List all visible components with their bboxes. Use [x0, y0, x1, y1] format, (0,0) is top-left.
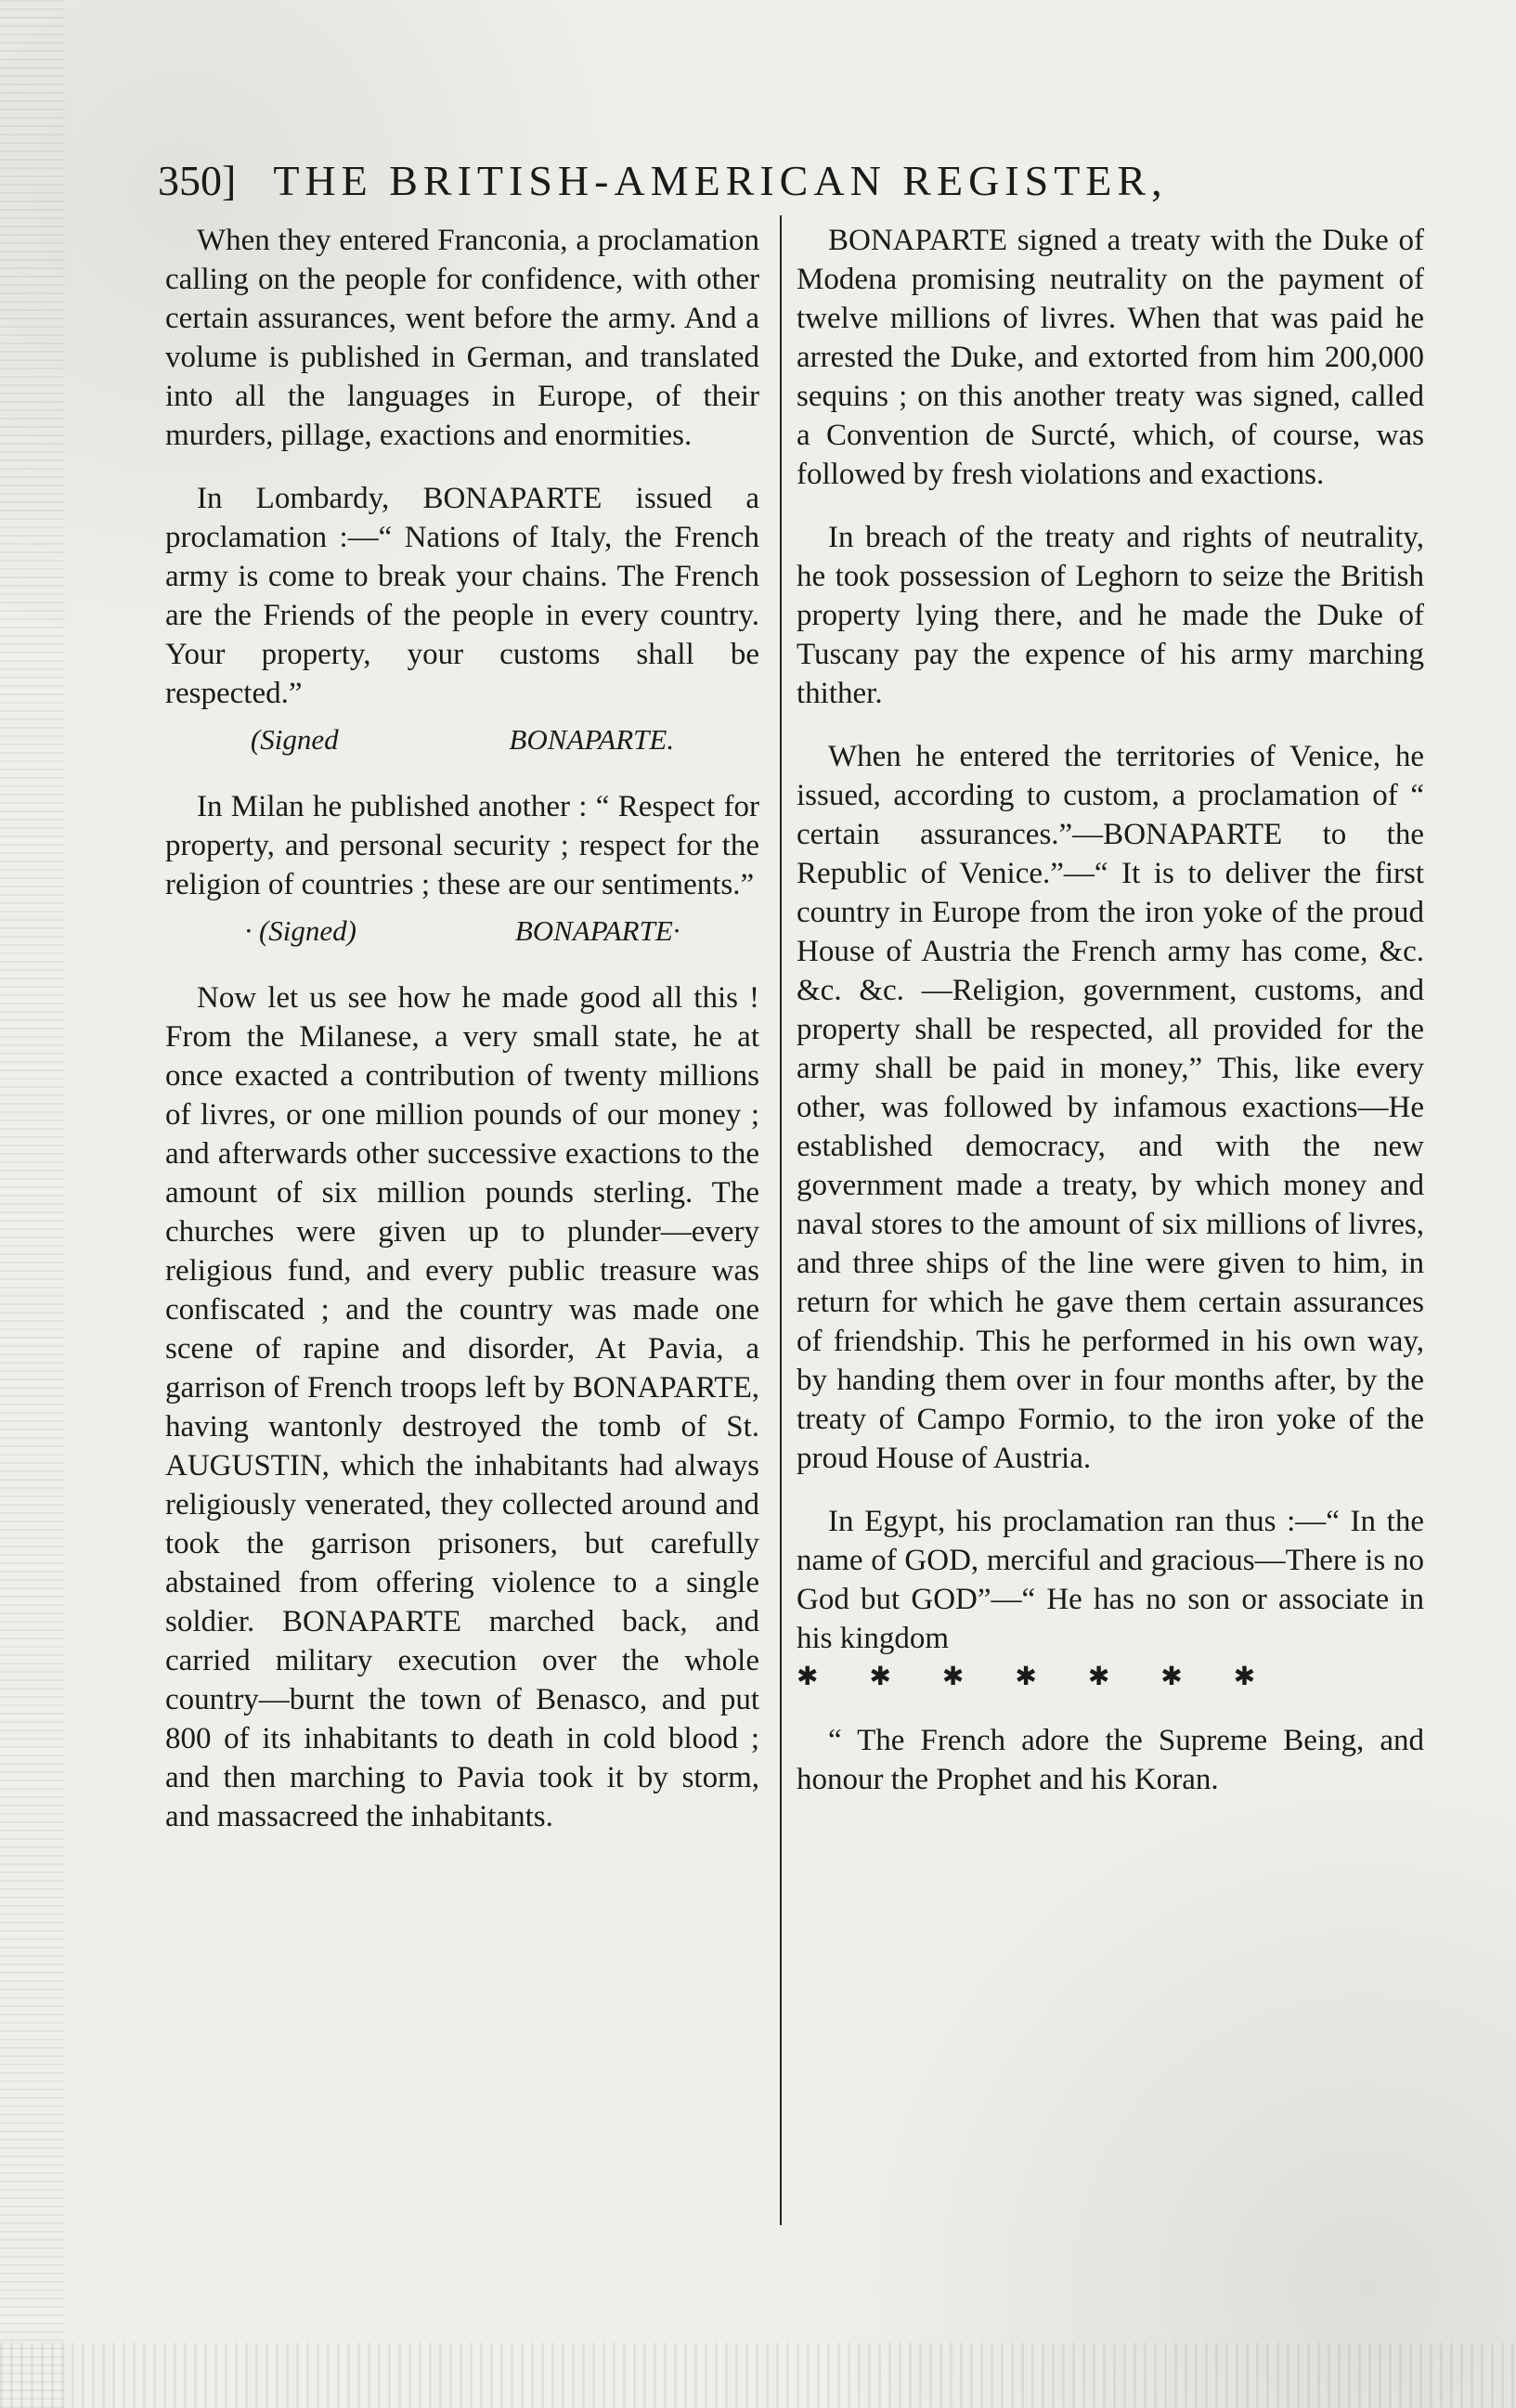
running-header	[158, 156, 1439, 205]
page-number: 350]	[158, 157, 237, 204]
paragraph-modena: BONAPARTE signed a treaty with the Duke of Modena promising neutrality on the payment of twelve millions of livres. When that was paid he arrested the Duke, and extorted from him 200,000 sequins ; on this another treaty was signed, called a Convention de Surcté, which, of course, was followed by fresh violations and exactions.	[797, 224, 1424, 491]
paragraph-koran: “ The French adore the Supreme Being, and honour the Prophet and his Koran.	[797, 1724, 1424, 1796]
signature-2-name: BONAPARTE·	[514, 914, 680, 947]
left-column	[165, 221, 759, 1860]
signature-2	[165, 912, 759, 951]
journal-title: THE BRITISH-AMERICAN REGISTER,	[273, 157, 1168, 204]
scan-noise-bottom	[0, 2343, 1516, 2408]
signature-1	[165, 720, 759, 759]
paragraph-franconia: When they entered Franconia, a proclamation calling on the people for confidence, with other certain assurances, went before the army. And a volume is published in German, and translated into all the languages in Europe, of their murders, pillage, exactions and enormities.	[165, 224, 759, 452]
scan-noise-left	[0, 0, 65, 2408]
paragraph-leghorn: In breach of the treaty and rights of neutrality, he took possession of Leghorn to seize the British property lying there, and he made the Duke of Tuscany pay the expence of his army marching thither.	[797, 521, 1424, 710]
column-divider	[780, 215, 782, 2225]
signature-1-name: BONAPARTE.	[509, 723, 675, 756]
paragraph-venice: When he entered the territories of Venice, he issued, according to custom, a proclamation of “ certain assurances.”—BONAPARTE to the Republic of Venice.”—“ It is to deliver the first country in Europe from the iron yoke of the proud House of Austria the French army has come, &c. &c. &c. —Religion, government, customs, and property shall be respected, all provided for the army shall be paid in money,” This, like every other, was followed by infamous exactions—He established democracy, and with the new government made a treaty, by which money and naval stores to the amount of six millions of livres, and three ships of the line were given to him, in return for which he gave them certain assurances of friendship. This he performed in his own way, by handing them over in four months after, by the treaty of Campo Formio, to the iron yoke of the proud House of Austria.	[797, 740, 1424, 1475]
ornament-stars: ✱ ✱ ✱ ✱ ✱ ✱ ✱	[797, 1663, 1278, 1691]
signature-1-label: (Signed	[250, 723, 339, 756]
paragraph-milanese: Now let us see how he made good all this ! From the Milanese, a very small state, he at once exacted a contribution of twenty millions of livres, or one million pounds of our money ; and afterwards other successive exactions to the amount of six million pounds sterling. The churches were given up to plunder—every religious fund, and every public treasure was confiscated ; and the country was made one scene of rapine and disorder, At Pavia, a garrison of French troops left by BONAPARTE, having wantonly destroyed the tomb of St. AUGUSTIN, which the inhabitants had always religiously venerated, they collected around and took the garrison prisoners, but carefully abstained from offering violence to a single soldier. BONAPARTE marched back, and carried military execution over the whole country—burnt the town of Benasco, and put 800 of its inhabitants to death in cold blood ; and then marching to Pavia took it by storm, and massacreed the inhabitants.	[165, 981, 759, 1833]
right-column	[797, 221, 1424, 1823]
signature-2-label: · (Signed)	[244, 914, 356, 947]
paragraph-lombardy: In Lombardy, BONAPARTE issued a proclamation :—“ Nations of Italy, the French army is come to break your chains. The French are the Friends of the people in every country. Your property, your customs shall be respected.”	[165, 482, 759, 710]
paragraph-egypt: In Egypt, his proclamation ran thus :—“ In the name of GOD, merciful and gracious—There is no God but GOD”—“ He has no son or associate in his kingdom	[797, 1505, 1424, 1655]
paragraph-milan: In Milan he published another : “ Respect for property, and personal security ; respect for the religion of countries ; these are our sentiments.”	[165, 790, 759, 901]
